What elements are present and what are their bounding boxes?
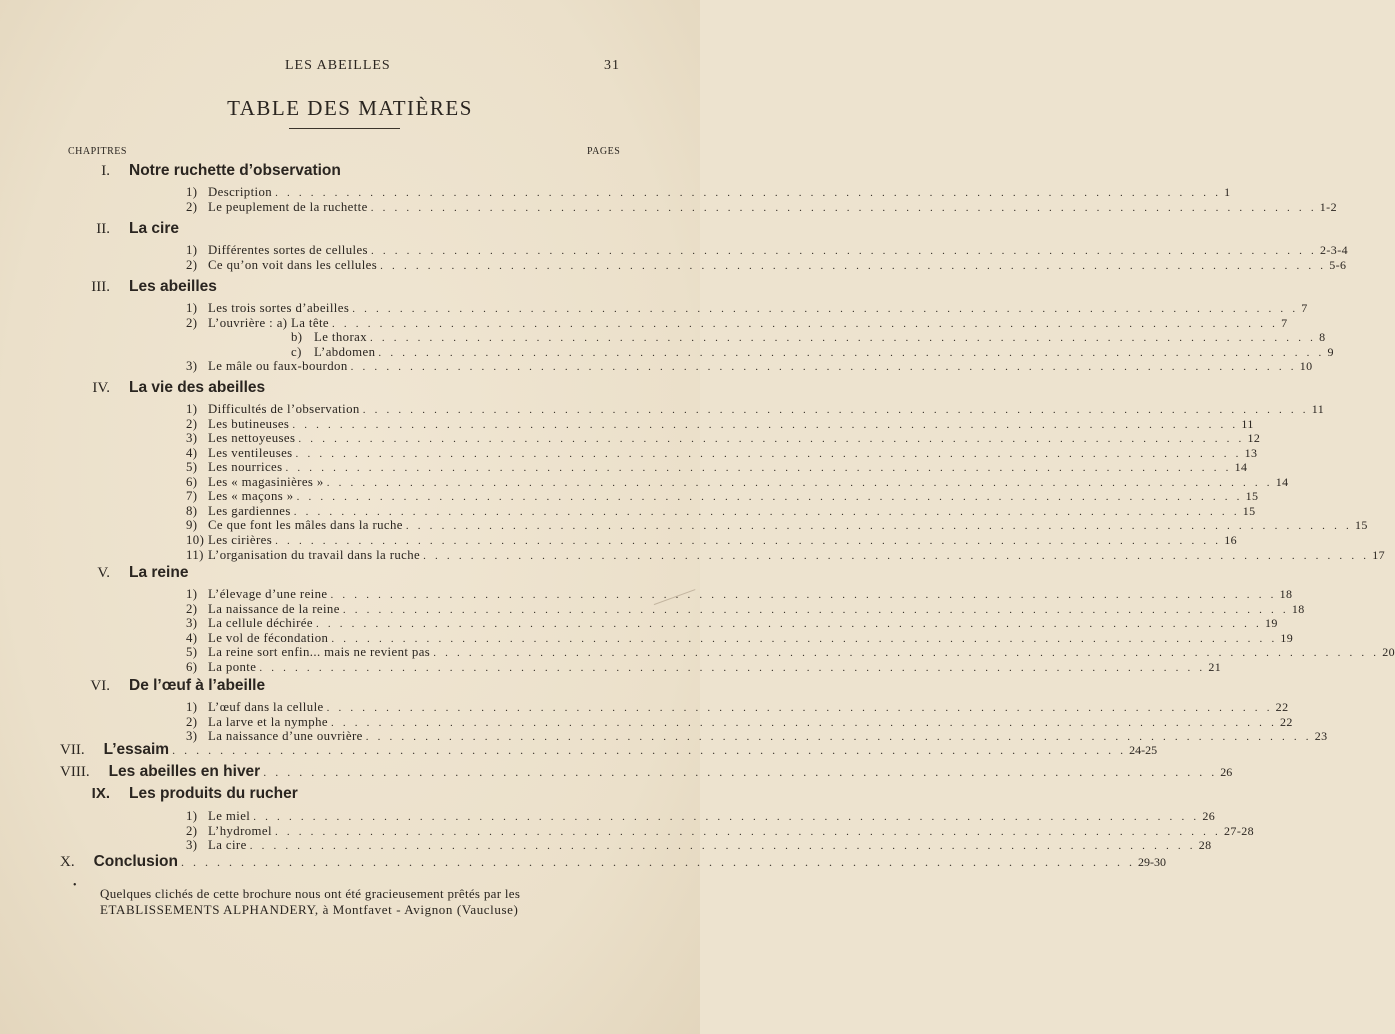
entry-number: 9) — [186, 518, 198, 533]
dot-leader: . . . . . . . . . . . . . . . . . . . . . . . . . . . . . . . . . . . . . . . . . . . . . . . . . . . . . . . . . . . . . . . . . . . . . . . . . . . . . . . . — [350, 361, 1297, 374]
entry-text: Le mâle ou faux-bourdon — [208, 359, 348, 374]
entry-text: La naissance d’une ouvrière — [208, 729, 363, 744]
entry-text: L’ouvrière : a) La tête — [208, 315, 329, 330]
chapter-title: La reine — [129, 564, 189, 581]
entry-number: 4) — [186, 630, 198, 645]
chapter-number: V. — [97, 565, 110, 581]
dot-leader: . . . . . . . . . . . . . . . . . . . . . . . . . . . . . . . . . . . . . . . . . . . . . . . . . . . . . . . . . . . . . . . . . . . . . . . . . . . . . . . . — [380, 259, 1327, 272]
chapter-number: VIII. — [60, 764, 90, 780]
entry-number: 5) — [186, 645, 198, 660]
toc-entry — [186, 257, 1347, 273]
entry-page: 15 — [1354, 518, 1368, 533]
dot-leader: . . . . . . . . . . . . . . . . . . . . . . . . . . . . . . . . . . . . . . . . . . . . . . . . . . . . . . . . . . . . . . . . . . . . . . . . . . . . . . . . — [298, 433, 1245, 446]
entry-page: 22 — [1280, 714, 1293, 729]
entry-page: 12 — [1247, 431, 1261, 446]
entry-number: 4) — [186, 445, 198, 460]
chapter-heading — [60, 853, 1166, 873]
toc-entry — [186, 474, 1289, 490]
toc-entry — [186, 445, 1258, 461]
entry-page: 7 — [1281, 315, 1288, 330]
entry-text: Difficultés de l’observation — [208, 402, 360, 416]
chapter-number: IV. — [92, 380, 110, 396]
entry-text: Le peuplement de la ruchette — [208, 199, 368, 214]
dot-leader: . . . . . . . . . . . . . . . . . . . . . . . . . . . . . . . . . . . . . . . . . . . . . . . . . . . . . . . . . . . . . . . . . . . . . . . . . . . . . . . . — [180, 855, 1135, 869]
entry-number: 2) — [186, 199, 198, 214]
footnote-line-1: Quelques clichés de cette brochure nous ont été gracieusement prêtés par les — [100, 886, 521, 901]
entry-page: 27-28 — [1224, 823, 1255, 838]
chapter-heading — [60, 741, 1158, 761]
chapter-title: Conclusion — [93, 853, 178, 870]
chapter-number: X. — [60, 854, 75, 870]
entry-text: Ce que font les mâles dans la ruche — [208, 518, 403, 533]
entry-page: 14 — [1234, 460, 1248, 475]
dot-leader: . . . . . . . . . . . . . . . . . . . . . . . . . . . . . . . . . . . . . . . . . . . . . . . . . . . . . . . . . . . . . . . . . . . . . . . . . . . . . . . . — [370, 201, 1317, 214]
entry-page: 13 — [1244, 445, 1258, 460]
entry-number: 3) — [186, 431, 198, 446]
chapter-heading — [60, 379, 620, 399]
entry-text: La reine sort enfin... mais ne revient pas — [208, 645, 431, 660]
entry-page: 15 — [1242, 503, 1256, 518]
toc-entry — [186, 359, 1313, 374]
dot-leader: . . . . . . . . . . . . . . . . . . . . . . . . . . . . . . . . . . . . . . . . . . . . . . . . . . . . . . . . . . . . . . . . . . . . . . . . . . . . . . . . — [405, 520, 1352, 533]
entry-number: 8) — [186, 503, 198, 518]
dot-leader: . . . . . . . . . . . . . . . . . . . . . . . . . . . . . . . . . . . . . . . . . . . . . . . . . . . . . . . . . . . . . . . . . . . . . . . . . . . . . . . . — [331, 632, 1278, 645]
entry-number: 1) — [186, 185, 198, 199]
chapter-page: 24-25 — [1129, 743, 1158, 757]
page-number: 31 — [604, 58, 620, 73]
chapter-heading — [60, 763, 1233, 783]
toc-entry — [186, 547, 1385, 563]
entry-text: La larve et la nymphe — [208, 714, 328, 729]
toc-entry — [186, 601, 1305, 617]
chapter-page: 29-30 — [1137, 855, 1166, 869]
chapter-title: De l’œuf à l’abeille — [129, 677, 266, 694]
entry-number: 2) — [186, 257, 198, 272]
footnote-line-2: ETABLISSEMENTS ALPHANDERY, à Montfavet - Avignon (Vaucluse) — [100, 902, 519, 917]
entry-text: Les « magasinières » — [208, 474, 324, 489]
entry-number: 10) — [186, 532, 205, 547]
running-title: LES ABEILLES — [285, 58, 391, 73]
toc-entry — [186, 301, 1308, 316]
dot-leader: . . . . . . . . . . . . . . . . . . . . . . . . . . . . . . . . . . . . . . . . . . . . . . . . . . . . . . . . . . . . . . . . . . . . . . . . . . . . . . . . — [275, 534, 1222, 547]
entry-number: 1) — [186, 587, 198, 601]
toc-title: TABLE DES MATIÈRES — [227, 96, 473, 120]
dot-leader: . . . . . . . . . . . . . . . . . . . . . . . . . . . . . . . . . . . . . . . . . . . . . . . . . . . . . . . . . . . . . . . . . . . . . . . . . . . . . . . . — [275, 187, 1222, 199]
toc-entry — [186, 330, 1326, 345]
entry-page: 7 — [1301, 301, 1308, 315]
dot-leader: . . . . . . . . . . . . . . . . . . . . . . . . . . . . . . . . . . . . . . . . . . . . . . . . . . . . . . . . . . . . . . . . . . . . . . . . . . . . . . . . — [330, 589, 1277, 601]
toc-entry — [186, 659, 1222, 675]
dot-leader: . . . . . . . . . . . . . . . . . . . . . . . . . . . . . . . . . . . . . . . . . . . . . . . . . . . . . . . . . . . . . . . . . . . . . . . . . . . . . . . . — [253, 811, 1200, 823]
entry-number: 2) — [186, 315, 198, 330]
entry-number: 6) — [186, 659, 198, 674]
entry-page: 14 — [1275, 474, 1289, 489]
entry-page: 11 — [1311, 402, 1325, 416]
entry-subletter: b) — [291, 330, 303, 345]
entry-number: 3) — [186, 729, 198, 744]
toc-entry — [186, 344, 1334, 360]
entry-text: Les trois sortes d’abeilles — [208, 301, 350, 315]
chapter-title: Les abeilles en hiver — [108, 763, 261, 780]
entry-page: 11 — [1241, 416, 1254, 431]
chapter-number: I. — [101, 163, 110, 179]
entry-number: 5) — [186, 460, 198, 475]
entry-page: 1 — [1224, 185, 1231, 199]
entry-page: 10 — [1299, 359, 1313, 374]
toc-entry — [186, 243, 1349, 258]
toc-entry — [186, 532, 1238, 548]
toc-entry — [186, 518, 1368, 533]
entry-number: 2) — [186, 823, 198, 838]
chapter-heading — [60, 220, 620, 240]
dot-leader: . . . . . . . . . . . . . . . . . . . . . . . . . . . . . . . . . . . . . . . . . . . . . . . . . . . . . . . . . . . . . . . . . . . . . . . . . . . . . . . . — [274, 825, 1222, 838]
dot-leader: . . . . . . . . . . . . . . . . . . . . . . . . . . . . . . . . . . . . . . . . . . . . . . . . . . . . . . . . . . . . . . . . . . . . . . . . . . . . . . . . — [263, 765, 1218, 779]
toc-entry — [186, 431, 1261, 446]
dot-leader: . . . . . . . . . . . . . . . . . . . . . . . . . . . . . . . . . . . . . . . . . . . . . . . . . . . . . . . . . . . . . . . . . . . . . . . . . . . . . . . . — [365, 731, 1312, 744]
footnote-mark: • — [73, 880, 77, 891]
entry-text: Différentes sortes de cellules — [208, 243, 368, 257]
dot-leader: . . . . . . . . . . . . . . . . . . . . . . . . . . . . . . . . . . . . . . . . . . . . . . . . . . . . . . . . . . . . . . . . . . . . . . . . . . . . . . . . — [249, 840, 1196, 853]
toc-entry — [186, 838, 1212, 853]
dot-leader: . . . . . . . . . . . . . . . . . . . . . . . . . . . . . . . . . . . . . . . . . . . . . . . . . . . . . . . . . . . . . . . . . . . . . . . . . . . . . . . . — [342, 603, 1289, 616]
dot-leader: . . . . . . . . . . . . . . . . . . . . . . . . . . . . . . . . . . . . . . . . . . . . . . . . . . . . . . . . . . . . . . . . . . . . . . . . . . . . . . . . — [296, 491, 1243, 504]
chapter-number: VII. — [60, 742, 85, 758]
chapter-number: III. — [91, 279, 110, 295]
chapter-number: VI. — [90, 678, 110, 694]
toc-entry — [186, 700, 1289, 715]
dot-leader: . . . . . . . . . . . . . . . . . . . . . . . . . . . . . . . . . . . . . . . . . . . . . . . . . . . . . . . . . . . . . . . . . . . . . . . . . . . . . . . . — [378, 346, 1325, 359]
chapter-title: La cire — [129, 220, 179, 237]
toc-entry — [186, 460, 1248, 475]
dot-leader: . . . . . . . . . . . . . . . . . . . . . . . . . . . . . . . . . . . . . . . . . . . . . . . . . . . . . . . . . . . . . . . . . . . . . . . . . . . . . . . . — [332, 317, 1279, 330]
entry-number: 3) — [186, 616, 198, 631]
entry-text: La cire — [208, 838, 247, 853]
entry-page: 21 — [1208, 659, 1222, 674]
toc-entry — [186, 416, 1254, 432]
title-underline — [289, 128, 400, 129]
entry-text: Les « maçons » — [208, 489, 294, 504]
entry-number: 3) — [186, 838, 198, 853]
chapter-title: La vie des abeilles — [129, 379, 266, 396]
entry-text: Les gardiennes — [208, 503, 291, 518]
chapter-number: IX. — [91, 785, 110, 802]
dot-leader: . . . . . . . . . . . . . . . . . . . . . . . . . . . . . . . . . . . . . . . . . . . . . . . . . . . . . . . . . . . . . . . . . . . . . . . . . . . . . . . . — [330, 716, 1278, 729]
entry-number: 1) — [186, 243, 198, 257]
chapter-heading — [60, 162, 620, 182]
entry-page: 18 — [1279, 587, 1293, 601]
dot-leader: . . . . . . . . . . . . . . . . . . . . . . . . . . . . . . . . . . . . . . . . . . . . . . . . . . . . . . . . . . . . . . . . . . . . . . . . . . . . . . . . — [370, 332, 1317, 345]
dot-leader: . . . . . . . . . . . . . . . . . . . . . . . . . . . . . . . . . . . . . . . . . . . . . . . . . . . . . . . . . . . . . . . . . . . . . . . . . . . . . . . . — [285, 462, 1232, 475]
dot-leader: . . . . . . . . . . . . . . . . . . . . . . . . . . . . . . . . . . . . . . . . . . . . . . . . . . . . . . . . . . . . . . . . . . . . . . . . . . . . . . . . — [326, 702, 1273, 714]
entry-text: La ponte — [208, 659, 257, 674]
toc-entry — [186, 199, 1337, 215]
entry-number: 6) — [186, 474, 198, 489]
entry-text: Le vol de fécondation — [208, 630, 329, 645]
dot-leader: . . . . . . . . . . . . . . . . . . . . . . . . . . . . . . . . . . . . . . . . . . . . . . . . . . . . . . . . . . . . . . . . . . . . . . . . . . . . . . . . — [259, 661, 1206, 674]
entry-number: 3) — [186, 359, 198, 374]
dot-leader: . . . . . . . . . . . . . . . . . . . . . . . . . . . . . . . . . . . . . . . . . . . . . . . . . . . . . . . . . . . . . . . . . . . . . . . . . . . . . . . . — [292, 418, 1239, 431]
toc-entry — [186, 645, 1395, 660]
entry-text: Le miel — [208, 809, 251, 823]
entry-subletter: c) — [291, 344, 302, 359]
entry-page: 2-3-4 — [1320, 243, 1349, 257]
chapters-column-header: CHAPITRES — [68, 146, 127, 157]
entry-text: Ce qu’on voit dans les cellules — [208, 257, 378, 272]
chapter-page: 26 — [1220, 765, 1233, 779]
pages-column-header: PAGES — [587, 146, 621, 157]
dot-leader: . . . . . . . . . . . . . . . . . . . . . . . . . . . . . . . . . . . . . . . . . . . . . . . . . . . . . . . . . . . . . . . . . . . . . . . . . . . . . . . . — [326, 476, 1273, 489]
running-header — [0, 58, 700, 78]
chapter-title: Les produits du rucher — [129, 785, 298, 802]
entry-page: 22 — [1275, 700, 1289, 714]
entry-page: 16 — [1224, 532, 1238, 547]
dot-leader: . . . . . . . . . . . . . . . . . . . . . . . . . . . . . . . . . . . . . . . . . . . . . . . . . . . . . . . . . . . . . . . . . . . . . . . . . . . . . . . . — [352, 303, 1299, 315]
chapter-title: Les abeilles — [129, 278, 217, 295]
chapter-number: II. — [96, 221, 110, 237]
toc-entry — [186, 185, 1231, 200]
toc-entry — [186, 823, 1255, 839]
dot-leader: . . . . . . . . . . . . . . . . . . . . . . . . . . . . . . . . . . . . . . . . . . . . . . . . . . . . . . . . . . . . . . . . . . . . . . . . . . . . . . . . — [295, 447, 1242, 460]
entry-page: 19 — [1265, 616, 1278, 631]
entry-page: 8 — [1319, 330, 1326, 345]
entry-page: 17 — [1372, 547, 1385, 562]
entry-page: 19 — [1280, 630, 1294, 645]
entry-page: 15 — [1245, 489, 1259, 504]
chapter-title: Notre ruchette d’observation — [129, 162, 341, 179]
entry-text: L’hydromel — [208, 823, 272, 838]
dot-leader: . . . . . . . . . . . . . . . . . . . . . . . . . . . . . . . . . . . . . . . . . . . . . . . . . . . . . . . . . . . . . . . . . . . . . . . . . . . . . . . . — [293, 505, 1240, 518]
entry-number: 1) — [186, 700, 198, 714]
toc-entry — [186, 714, 1293, 730]
toc-entry — [186, 402, 1325, 417]
entry-number: 1) — [186, 301, 198, 315]
dot-leader: . . . . . . . . . . . . . . . . . . . . . . . . . . . . . . . . . . . . . . . . . . . . . . . . . . . . . . . . . . . . . . . . . . . . . . . . . . . . . . . . — [172, 743, 1127, 757]
entry-page: 5-6 — [1329, 257, 1347, 272]
entry-page: 28 — [1198, 838, 1212, 853]
entry-text: Description — [208, 185, 273, 199]
entry-page: 18 — [1291, 601, 1305, 616]
dot-leader: . . . . . . . . . . . . . . . . . . . . . . . . . . . . . . . . . . . . . . . . . . . . . . . . . . . . . . . . . . . . . . . . . . . . . . . . . . . . . . . . — [315, 618, 1262, 631]
chapter-heading — [60, 564, 620, 584]
entry-number: 7) — [186, 489, 198, 504]
entry-text: Le thorax — [314, 330, 367, 345]
footnote — [100, 886, 610, 918]
entry-page: 23 — [1314, 729, 1328, 744]
dot-leader: . . . . . . . . . . . . . . . . . . . . . . . . . . . . . . . . . . . . . . . . . . . . . . . . . . . . . . . . . . . . . . . . . . . . . . . . . . . . . . . . — [433, 647, 1380, 660]
toc-entry — [186, 587, 1293, 602]
entry-number: 2) — [186, 601, 198, 616]
entry-text: L’abdomen — [314, 344, 376, 359]
entry-text: Les butineuses — [208, 416, 290, 431]
entry-text: Les nourrices — [208, 460, 283, 475]
dot-leader: . . . . . . . . . . . . . . . . . . . . . . . . . . . . . . . . . . . . . . . . . . . . . . . . . . . . . . . . . . . . . . . . . . . . . . . . . . . . . . . . — [423, 549, 1370, 562]
chapter-heading — [60, 278, 620, 298]
entry-text: L’élevage d’une reine — [208, 587, 328, 601]
toc-entry — [186, 630, 1294, 646]
toc-entry — [186, 616, 1278, 631]
entry-page: 1-2 — [1319, 199, 1337, 214]
chapter-title: L’essaim — [103, 741, 170, 758]
chapter-heading — [60, 785, 620, 805]
dot-leader: . . . . . . . . . . . . . . . . . . . . . . . . . . . . . . . . . . . . . . . . . . . . . . . . . . . . . . . . . . . . . . . . . . . . . . . . . . . . . . . . — [362, 404, 1309, 416]
entry-number: 2) — [186, 714, 198, 729]
chapter-heading — [60, 677, 620, 697]
entry-number: 1) — [186, 402, 198, 416]
entry-text: Les ventileuses — [208, 445, 293, 460]
dot-leader: . . . . . . . . . . . . . . . . . . . . . . . . . . . . . . . . . . . . . . . . . . . . . . . . . . . . . . . . . . . . . . . . . . . . . . . . . . . . . . . . — [370, 245, 1318, 257]
toc-entry — [186, 315, 1288, 331]
entry-number: 2) — [186, 416, 198, 431]
toc-entry — [186, 489, 1259, 504]
entry-text: L’organisation du travail dans la ruche — [208, 547, 421, 562]
entry-text: La naissance de la reine — [208, 601, 340, 616]
toc-entry — [186, 809, 1216, 824]
entry-number: 11) — [186, 547, 204, 562]
entry-text: Les cirières — [208, 532, 273, 547]
entry-page: 9 — [1327, 344, 1334, 359]
entry-text: L’œuf dans la cellule — [208, 700, 324, 714]
entry-page: 26 — [1202, 809, 1216, 823]
toc-entry — [186, 503, 1256, 519]
entry-number: 1) — [186, 809, 198, 823]
entry-text: La cellule déchirée — [208, 616, 313, 631]
entry-text: Les nettoyeuses — [208, 431, 296, 446]
entry-page: 20 — [1382, 645, 1395, 660]
